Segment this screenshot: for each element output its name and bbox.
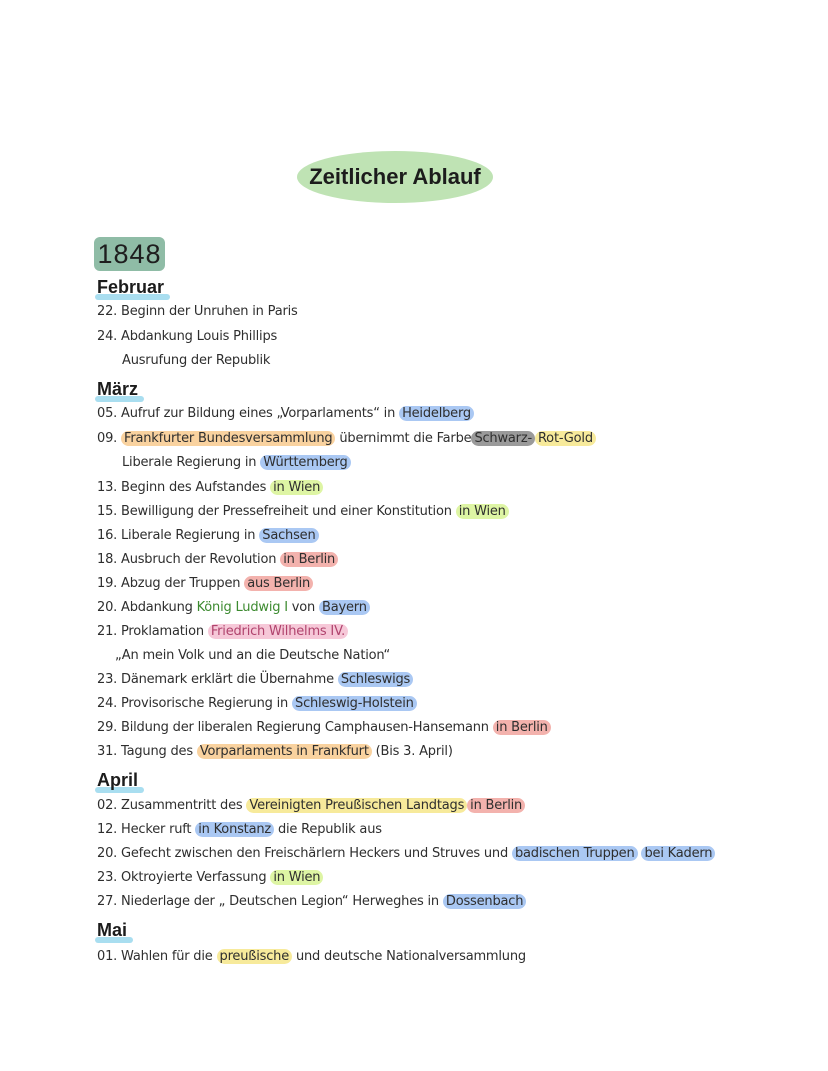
entry-mar-19: [97, 576, 313, 591]
entry-apr-20: [97, 846, 715, 861]
entry-text: 21. Proklamation: [97, 624, 204, 639]
entry-apr-12: [97, 822, 382, 837]
person-name: König Ludwig I: [196, 600, 288, 615]
entry-text: 31. Tagung des: [97, 744, 193, 759]
place-highlight: Württemberg: [260, 455, 350, 470]
page-title: Zeitlicher Ablauf: [309, 164, 481, 189]
entry-mar-31: [97, 744, 453, 759]
entry-text: und deutsche Nationalversammlung: [295, 949, 526, 964]
entry-apr-02: [97, 798, 525, 813]
assembly-highlight: Frankfurter Bundesversammlung: [121, 431, 335, 446]
year-heading: 1848: [97, 238, 162, 269]
entry-text: (Bis 3. April): [375, 744, 453, 759]
entry-text: 20. Gefecht zwischen den Freischärlern Heckers und Struves und: [97, 846, 509, 861]
place-highlight: in Wien: [456, 504, 509, 519]
entry-text: 09.: [97, 431, 118, 446]
entry-apr-27: [97, 894, 526, 909]
entry-text: 12. Hecker ruft: [97, 822, 192, 837]
entry-apr-23: [97, 870, 323, 885]
person-highlight: Friedrich Wilhelms IV.: [208, 624, 348, 639]
entry-text: 01. Wahlen für die: [97, 949, 213, 964]
entry-mar-16: [97, 528, 319, 543]
entry-text: Liberale Regierung in: [122, 455, 257, 470]
place-highlight: bei Kadern: [641, 846, 715, 861]
entry-text: 02. Zusammentritt des: [97, 798, 243, 813]
entry-mar-09: [97, 431, 596, 446]
entry-mar-09-cont: [122, 455, 351, 470]
entry-text: 20. Abdankung: [97, 600, 193, 615]
entry-text: 05. Aufruf zur Bildung eines „Vorparlaments“ in: [97, 406, 396, 421]
place-highlight: in Wien: [270, 870, 323, 885]
entry-text: 23. Oktroyierte Verfassung: [97, 870, 267, 885]
place-highlight: in Berlin: [493, 720, 551, 735]
entry-text: 24. Provisorische Regierung in: [97, 696, 289, 711]
month-heading-mai: Mai: [97, 920, 128, 940]
month-heading-april: April: [97, 770, 139, 790]
entry-feb-22: 22. Beginn der Unruhen in Paris: [97, 304, 298, 319]
place-highlight: Dossenbach: [443, 894, 526, 909]
entry-text: übernimmt die Farbe: [339, 431, 472, 446]
month-heading-februar: Februar: [97, 277, 165, 297]
entry-text: 16. Liberale Regierung in: [97, 528, 256, 543]
place-highlight: in Berlin: [280, 552, 338, 567]
place-highlight: Heidelberg: [399, 406, 474, 421]
place-highlight: in Wien: [270, 480, 323, 495]
entry-text: 23. Dänemark erklärt die Übernahme: [97, 672, 334, 687]
troops-highlight: badischen Truppen: [512, 846, 638, 861]
entry-mar-18: [97, 552, 338, 567]
place-highlight: Bayern: [319, 600, 370, 615]
entry-text: von: [291, 600, 316, 615]
entry-text: 18. Ausbruch der Revolution: [97, 552, 277, 567]
entry-text: die Republik aus: [277, 822, 382, 837]
entry-text: 15. Bewilligung der Pressefreiheit und einer Konstitution: [97, 504, 452, 519]
place-highlight: in Konstanz: [195, 822, 274, 837]
entry-mai-01: [97, 949, 526, 964]
assembly-highlight: Vereinigten Preußischen Landtags: [246, 798, 467, 813]
entry-text: 13. Beginn des Aufstandes: [97, 480, 267, 495]
entry-mar-24: [97, 696, 417, 711]
entry-text: 19. Abzug der Truppen: [97, 576, 241, 591]
entry-mar-05: [97, 406, 474, 421]
color-highlight-gold: Rot-Gold: [535, 431, 596, 446]
entry-text: 27. Niederlage der „ Deutschen Legion“ Herweghes in: [97, 894, 439, 909]
assembly-highlight: Vorparlaments in Frankfurt: [197, 744, 372, 759]
place-highlight: Schleswig-Holstein: [292, 696, 417, 711]
entry-mar-29: [97, 720, 551, 735]
entry-feb-24: 24. Abdankung Louis Phillips: [97, 329, 278, 344]
entry-mar-20: [97, 600, 370, 615]
entry-feb-24-cont: Ausrufung der Republik: [122, 353, 271, 368]
place-highlight: Schleswigs: [338, 672, 413, 687]
state-highlight: preußische: [217, 949, 293, 964]
entry-mar-15: [97, 504, 509, 519]
entry-mar-21-cont: „An mein Volk und an die Deutsche Nation“: [115, 648, 391, 663]
place-highlight: Sachsen: [259, 528, 318, 543]
place-highlight: aus Berlin: [244, 576, 313, 591]
color-highlight-black: Schwarz-: [471, 431, 535, 446]
entry-mar-21: [97, 624, 348, 639]
month-heading-maerz: März: [97, 379, 139, 399]
entry-text: 29. Bildung der liberalen Regierung Camphausen-Hansemann: [97, 720, 489, 735]
place-highlight: in Berlin: [467, 798, 525, 813]
entry-mar-13: [97, 480, 323, 495]
entry-mar-23: [97, 672, 413, 687]
